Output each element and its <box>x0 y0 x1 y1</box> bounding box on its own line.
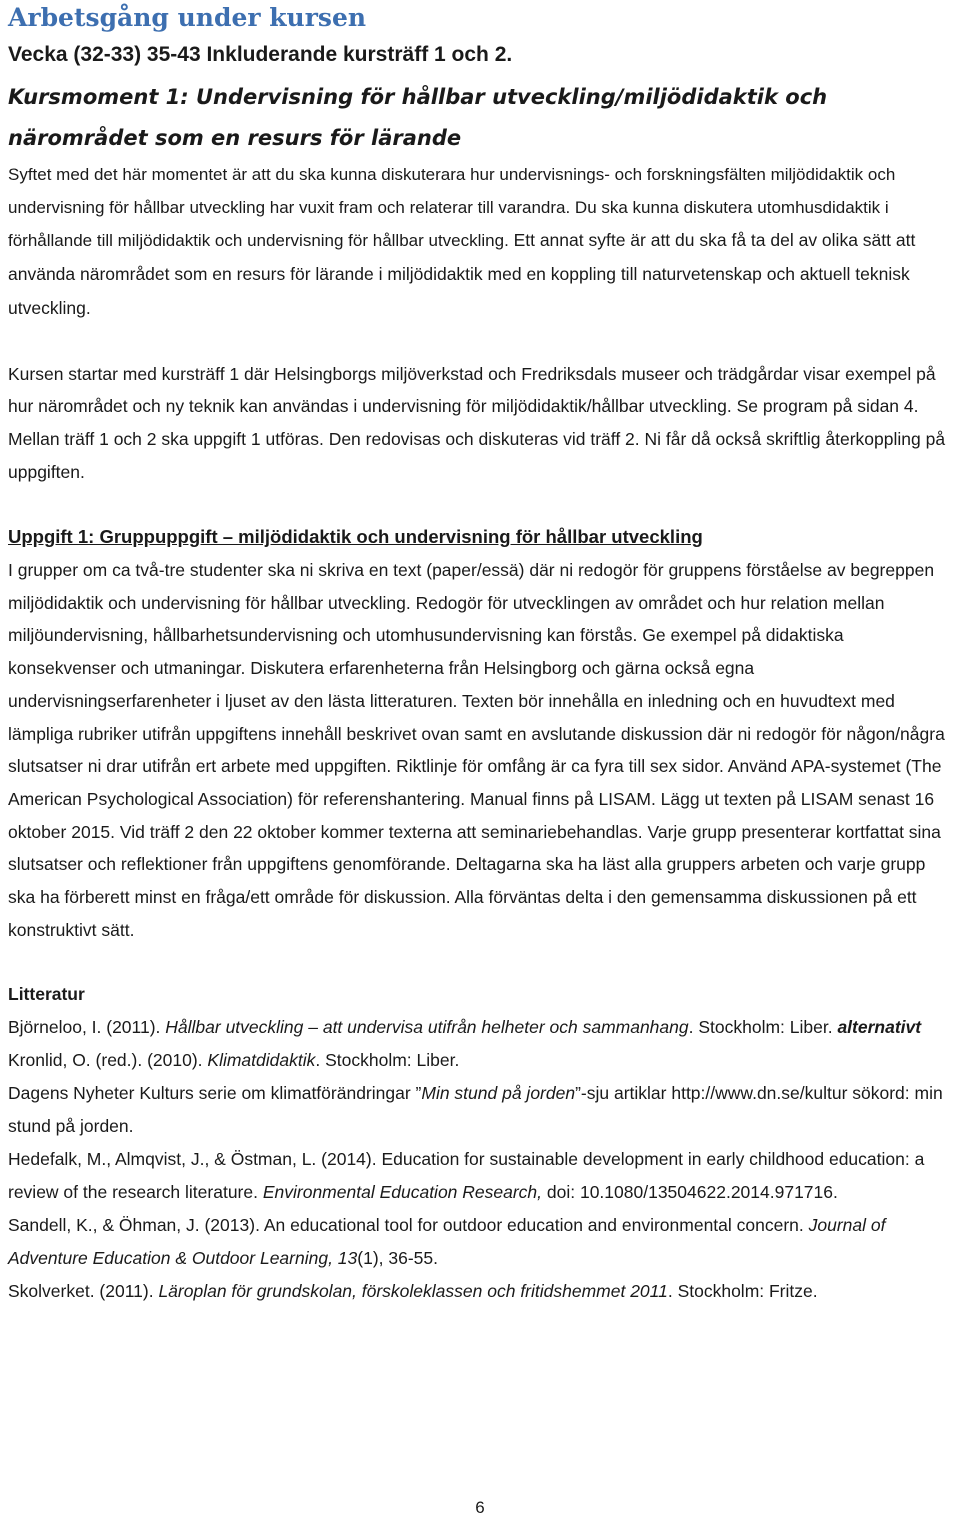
ref-text: . Stockholm: Fritze. <box>667 1281 818 1302</box>
purpose-text-b: Ett annat syfte är att du ska få ta del av olika sätt att använda närområdet som en resurs för lärande i miljödidaktik med en koppling till naturvetenskap och aktuell teknisk utveckling. <box>8 230 916 318</box>
page-number: 6 <box>475 1498 485 1517</box>
ref-text: (1), 36-55. <box>357 1248 438 1269</box>
ref-text: Kronlid, O. (red.). (2010). <box>8 1050 208 1071</box>
ref-text: Dagens Nyheter Kulturs serie om klimatförändringar ” <box>8 1083 422 1104</box>
reference-skolverket <box>8 1275 952 1308</box>
document-page <box>8 0 952 1308</box>
course-start-paragraph: Kursen startar med kursträff 1 där Helsingborgs miljöverkstad och Fredriksdals museer och trädgårdar visar exempel på hur närområdet och ny teknik kan användas i undervisning för miljödidaktik/hållbar utveckling. Se program på sidan 4. Mellan träff 1 och 2 ska uppgift 1 utföras. Den redovisas och diskuteras vid träff 2. Ni får då också skriftlig återkoppling på uppgiften. <box>8 363 946 482</box>
purpose-text-a: Syftet med det här momentet är att du ska kunna diskuterara hur undervisnings- och forskningsfälten miljödidaktik och undervisning för hållbar utveckling har vuxit fram och relaterar till varandra. Du ska kunna diskutera utomhusdidaktik i förhållande till miljödidaktik och undervisning för hållbar utveckling. <box>8 165 896 251</box>
reference-bjorneloo <box>8 1011 952 1077</box>
ref-text: Björneloo, I. (2011). <box>8 1017 166 1038</box>
page-heading: Arbetsgång under kursen <box>8 3 367 32</box>
ref-text: . Stockholm: Liber. <box>315 1050 460 1071</box>
assignment-title: Uppgift 1: Gruppuppgift – miljödidaktik och undervisning för hållbar utveckling <box>8 526 703 548</box>
reference-sandell <box>8 1209 952 1275</box>
literature-section <box>8 978 952 1308</box>
ref-alternative: alternativt <box>837 1017 922 1038</box>
ref-journal: Journal of Adventure Education & Outdoor Learning, 13 <box>8 1215 886 1269</box>
ref-journal: Environmental Education Research, <box>262 1182 543 1203</box>
assignment-block <box>8 521 952 946</box>
reference-hedefalk <box>8 1143 952 1209</box>
ref-text: Sandell, K., & Öhman, J. (2013). An educational tool for outdoor education and environmental concern. <box>8 1215 809 1236</box>
ref-text: . Stockholm: Liber. <box>688 1017 838 1038</box>
moment-title: Kursmoment 1: Undervisning för hållbar utveckling/miljödidaktik och närområdet som en resurs för lärande <box>8 85 828 150</box>
ref-title: Hållbar utveckling – att undervisa utifrån helheter och sammanhang <box>165 1017 689 1038</box>
ref-text: doi: 10.1080/13504622.2014.971716. <box>542 1182 838 1203</box>
ref-text: Hedefalk, M., Almqvist, J., & Östman, L. (2014). Education for sustainable development in early childhood education: a review of the research literature. <box>8 1149 925 1203</box>
ref-title: Läroplan för grundskolan, förskoleklassen och fritidshemmet 2011 <box>158 1281 668 1302</box>
purpose-paragraph <box>8 159 952 326</box>
ref-title: Min stund på jorden <box>421 1083 576 1104</box>
assignment-text: I grupper om ca två-tre studenter ska ni skriva en text (paper/essä) där ni redogör för gruppens förståelse av begreppen miljödidaktik och undervisning för hållbar utveckling. Redogör för utvecklingen av området och hur relation mellan miljöundervisning, hållbarhetsundervisning och utomhusundervisning kan förstås. Ge exempel på didaktiska konsekvenser och utmaningar. Diskutera erfarenheterna från Helsingborg och gärna också egna undervisningserfarenheter i ljuset av den lästa litteraturen. Texten bör innehålla en inledning och en huvudtext med lämpliga rubriker utifrån uppgiftens innehåll beskrivet ovan samt en avslutande diskussion där ni redogör för någon/några slutsatser ni drar utifrån ert arbete med uppgiften. Riktlinje för omfång är ca fyra till sex sidor. Använd APA-systemet (The American Psychological Association) för referenshantering. Manual finns på LISAM. Lägg ut texten på LISAM senast 16 oktober 2015. Vid träff 2 den 22 oktober kommer texterna att seminariebehandlas. Varje grupp presenterar kortfattat sina slutsatser och reflektioner från uppgiftens genomförande. Deltagarna ska ha läst alla gruppers arbeten och varje grupp ska ha förberett minst en fråga/ett område för diskussion. Alla förväntas delta i den gemensamma diskussionen på ett konstruktivt sätt. <box>8 560 945 940</box>
week-line: Vecka (32-33) 35-43 Inkluderande kursträff 1 och 2. <box>8 43 513 66</box>
ref-text: ”-sju artiklar http://www.dn.se/kultur sökord: min stund på jorden. <box>8 1083 943 1137</box>
ref-text: Skolverket. (2011). <box>8 1281 159 1302</box>
reference-dn <box>8 1077 952 1143</box>
literature-title: Litteratur <box>8 984 85 1005</box>
ref-title: Klimatdidaktik <box>207 1050 316 1071</box>
